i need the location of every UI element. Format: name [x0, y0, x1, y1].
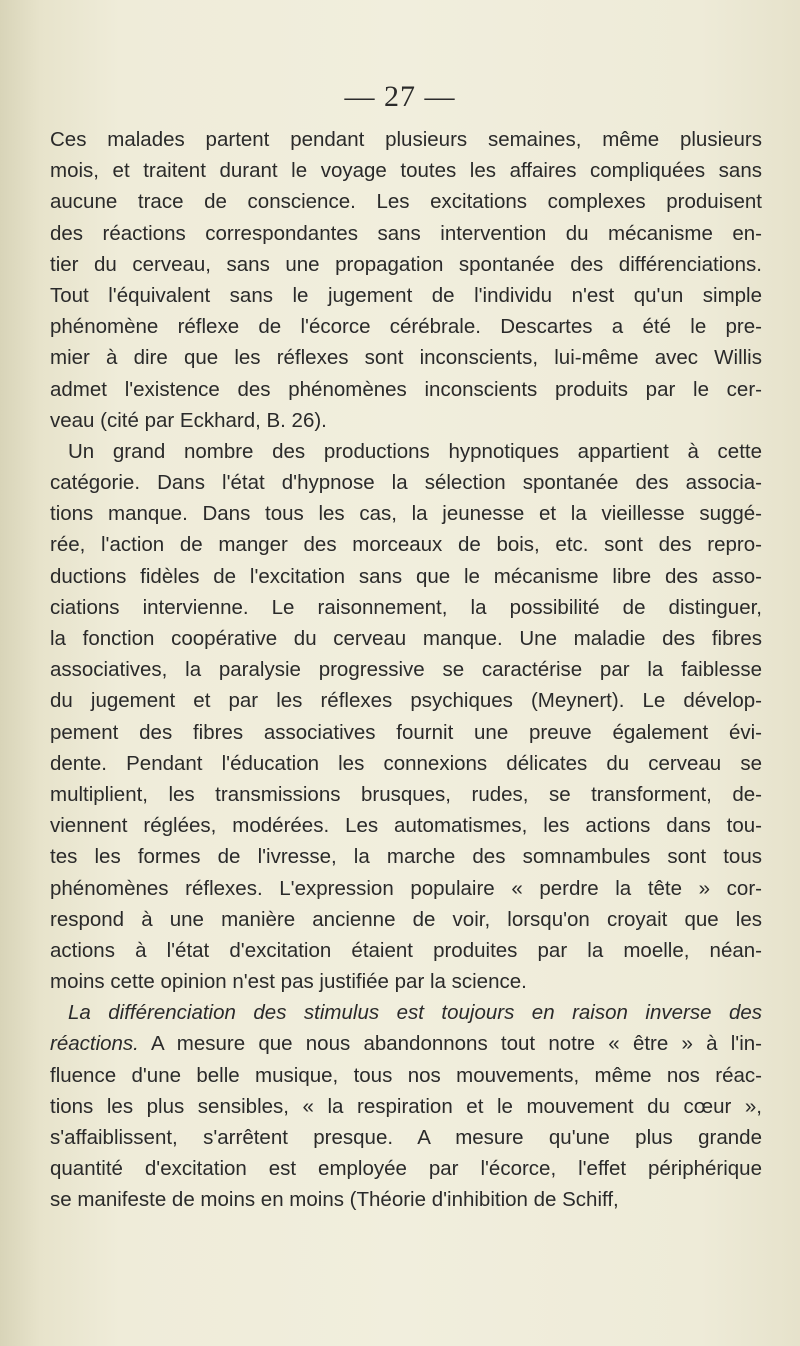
italic-heading-line: La différenciation des stimulus est toujours en raison inverse des	[68, 1001, 762, 1025]
text-line: ductions fidèles de l'excitation sans que le mécanisme libre des asso-	[50, 564, 762, 588]
text-line: tions les plus sensibles, « la respiration et le mouvement du cœur »,	[50, 1094, 762, 1118]
page-number: — 27 —	[344, 80, 456, 113]
text-line: la fonction coopérative du cerveau manque. Une maladie des fibres	[50, 627, 762, 650]
text-line: aucune trace de conscience. Les excitations complexes produisent	[50, 190, 762, 214]
text-line-continuation: A mesure que nous abandonnons tout notre « être » à l'in-	[138, 1032, 762, 1056]
text-line: rée, l'action de manger des morceaux de bois, etc. sont des repro-	[50, 533, 762, 557]
text-line: actions à l'état d'excitation étaient produites par la moelle, néan-	[50, 938, 762, 962]
text-line-with-italic-lead	[50, 1028, 762, 1059]
text-line: ciations intervienne. Le raisonnement, la possibilité de distinguer,	[50, 595, 762, 619]
text-line: admet l'existence des phénomènes inconscients produits par le cer-	[50, 377, 762, 401]
text-line: du jugement et par les réflexes psychiques (Meynert). Le dévelop-	[50, 689, 762, 713]
text-line: associatives, la paralysie progressive se caractérise par la faiblesse	[50, 658, 762, 682]
text-line: tier du cerveau, sans une propagation spontanée des différenciations.	[50, 252, 762, 276]
text-line: se manifeste de moins en moins (Théorie d'inhibition de Schiff,	[50, 1188, 619, 1212]
text-line: quantité d'excitation est employée par l'écorce, l'effet périphérique	[50, 1157, 762, 1181]
text-line: fluence d'une belle musique, tous nos mouvements, même nos réac-	[50, 1063, 762, 1087]
text-line: multiplient, les transmissions brusques, rudes, se transforment, de-	[50, 782, 762, 806]
text-line: respond à une manière ancienne de voir, lorsqu'on croyait que les	[50, 907, 762, 931]
body-text	[50, 124, 762, 1216]
text-line: moins cette opinion n'est pas justifiée par la science.	[50, 970, 527, 994]
text-line: des réactions correspondantes sans intervention du mécanisme en-	[50, 221, 762, 245]
text-line: Tout l'équivalent sans le jugement de l'individu n'est qu'un simple	[50, 283, 762, 307]
text-line: viennent réglées, modérées. Les automatismes, les actions dans tou-	[50, 814, 762, 838]
text-line: dente. Pendant l'éducation les connexions délicates du cerveau se	[50, 751, 762, 775]
text-line: s'affaiblissent, s'arrêtent presque. A mesure qu'une plus grande	[50, 1126, 762, 1149]
text-line: catégorie. Dans l'état d'hypnose la sélection spontanée des associa-	[50, 471, 762, 495]
text-line: Ces malades partent pendant plusieurs semaines, même plusieurs	[50, 128, 762, 151]
text-line: mier à dire que les réflexes sont inconscients, lui-même avec Willis	[50, 346, 762, 370]
text-line: mois, et traitent durant le voyage toutes les affaires compliquées sans	[50, 159, 762, 183]
text-line: tions manque. Dans tous les cas, la jeunesse et la vieillesse suggé-	[50, 502, 762, 526]
text-line: pement des fibres associatives fournit une preuve également évi-	[50, 720, 762, 744]
text-line: tes les formes de l'ivresse, la marche des somnambules sont tous	[50, 845, 762, 869]
text-line: Un grand nombre des productions hypnotiques appartient à cette	[68, 439, 762, 463]
text-line: phénomène réflexe de l'écorce cérébrale. Descartes a été le pre-	[50, 315, 762, 339]
text-line: phénomènes réflexes. L'expression populaire « perdre la tête » cor-	[50, 876, 762, 900]
italic-heading-end: réactions.	[50, 1032, 139, 1056]
text-line: veau (cité par Eckhard, B. 26).	[50, 408, 327, 432]
